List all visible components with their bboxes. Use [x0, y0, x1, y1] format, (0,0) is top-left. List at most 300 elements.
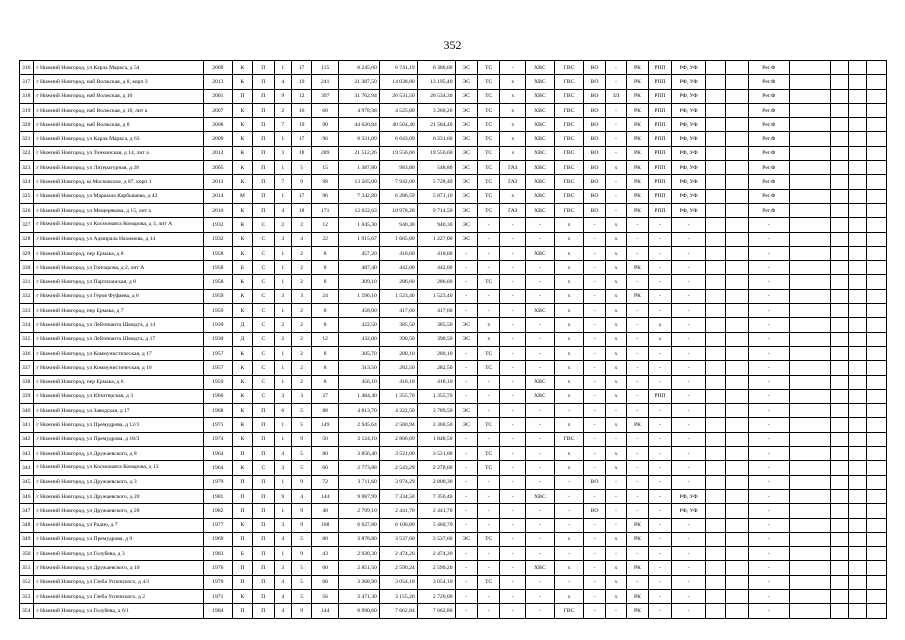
table-cell: 335	[20, 332, 34, 346]
table-cell: 6 106,80	[379, 518, 417, 532]
table-cell: 10 978,20	[379, 203, 417, 217]
table-cell: 330	[20, 261, 34, 275]
table-cell: г Нижний Новгород, ул Радио, д 7	[34, 518, 204, 532]
table-cell: ХВС	[526, 389, 555, 403]
table-cell: 8	[312, 361, 339, 375]
table-cell: 385,50	[379, 318, 417, 332]
table-cell: х	[605, 561, 626, 575]
table-cell: ГВС	[554, 75, 584, 89]
table-cell: -	[477, 561, 499, 575]
table-cell: -	[477, 547, 499, 561]
table-cell	[705, 75, 725, 89]
table-cell: -	[584, 304, 605, 318]
table-cell: -	[672, 361, 706, 375]
table-cell: 352	[20, 575, 34, 589]
table-cell: 9	[274, 89, 291, 103]
table-cell	[849, 261, 867, 275]
table-cell: г Нижний Новгород, наб Волжская, д 10, лит а	[34, 103, 204, 117]
table-cell	[849, 332, 867, 346]
table-cell: г Нижний Новгород, ул Партизанская, д 8	[34, 275, 204, 289]
table-cell: -	[584, 404, 605, 418]
table-cell	[726, 261, 748, 275]
table-cell: -	[672, 332, 706, 346]
table-cell: х	[554, 532, 584, 546]
table-cell: -	[554, 475, 584, 489]
table-cell: 1	[274, 275, 291, 289]
table-cell: -	[584, 261, 605, 275]
table-cell	[789, 489, 830, 503]
table-cell	[830, 261, 848, 275]
table-cell: 7 662,80	[417, 604, 455, 618]
table-cell: РК	[627, 75, 648, 89]
table-cell: -	[500, 61, 526, 75]
table-cell: -	[500, 461, 526, 475]
table-cell: 6 627,80	[338, 518, 379, 532]
table-cell: Д	[232, 318, 252, 332]
table-cell	[867, 418, 887, 432]
table-cell: 60	[312, 561, 339, 575]
table-cell: 171	[312, 203, 339, 217]
table-cell: 333	[20, 304, 34, 318]
table-cell: 9 087,99	[338, 489, 379, 503]
table-cell: 12	[312, 218, 339, 232]
table-cell	[867, 261, 887, 275]
table-cell: С	[253, 246, 274, 260]
table-cell	[726, 375, 748, 389]
table-cell: г Нижний Новгород, ул Премудрова, д 12/3	[34, 418, 204, 432]
table-cell: -	[500, 447, 526, 461]
table-cell: -	[526, 547, 555, 561]
table-cell	[726, 103, 748, 117]
table-cell: -	[748, 318, 789, 332]
table-cell	[867, 489, 887, 503]
table-cell: х	[500, 132, 526, 146]
table-cell: 2007	[204, 103, 233, 117]
table-cell: РК	[627, 561, 648, 575]
table-cell: -	[500, 532, 526, 546]
table-cell: 80	[312, 532, 339, 546]
table-cell: Рег.Ф	[748, 89, 789, 103]
table-cell	[849, 432, 867, 446]
table-cell: х	[554, 361, 584, 375]
table-cell: ТС	[477, 575, 499, 589]
table-cell: С	[253, 461, 274, 475]
table-cell: -	[526, 218, 555, 232]
table-cell	[849, 404, 867, 418]
table-cell	[789, 475, 830, 489]
table-cell: -	[584, 418, 605, 432]
table-cell	[849, 375, 867, 389]
table-cell: П	[253, 432, 274, 446]
table-cell: К	[232, 203, 252, 217]
table-cell	[705, 161, 725, 175]
table-cell: Д	[232, 332, 252, 346]
table-cell: -	[455, 461, 477, 475]
table-cell: 3	[291, 389, 311, 403]
table-cell: 4 525,80	[379, 103, 417, 117]
table-cell: х	[605, 332, 626, 346]
table-cell: -	[526, 418, 555, 432]
table-cell: х	[554, 332, 584, 346]
table-cell	[705, 103, 725, 117]
table-cell	[849, 75, 867, 89]
table-cell: РФ, УФ	[672, 132, 706, 146]
table-cell: 1957	[204, 346, 233, 360]
table-cell: Б	[232, 261, 252, 275]
table-cell: 19	[291, 118, 311, 132]
table-cell	[705, 261, 725, 275]
table-cell: -	[500, 261, 526, 275]
table-cell: -	[455, 289, 477, 303]
table-cell: -	[605, 432, 626, 446]
table-cell	[867, 246, 887, 260]
table-cell: х	[605, 375, 626, 389]
table-cell	[830, 389, 848, 403]
table-cell	[726, 532, 748, 546]
table-cell: -	[526, 475, 555, 489]
table-cell: 1932	[204, 232, 233, 246]
table-cell	[726, 489, 748, 503]
table-cell: К	[232, 146, 252, 160]
table-cell: П	[253, 189, 274, 203]
table-cell: -	[477, 246, 499, 260]
table-row	[20, 432, 887, 446]
table-row	[20, 561, 887, 575]
table-cell: С	[253, 361, 274, 375]
table-cell: С	[253, 332, 274, 346]
table-cell: 347	[20, 504, 34, 518]
table-cell: 432,00	[338, 332, 379, 346]
table-cell: -	[627, 489, 648, 503]
table-cell: 2 806,69	[379, 432, 417, 446]
table-cell	[849, 318, 867, 332]
table-cell: 1981	[204, 489, 233, 503]
table-cell: -	[672, 289, 706, 303]
table-cell: 3 537,60	[379, 532, 417, 546]
table-cell	[867, 161, 887, 175]
table-cell: -	[672, 218, 706, 232]
table-cell	[789, 547, 830, 561]
table-row	[20, 146, 887, 160]
table-cell: 3 155,20	[379, 589, 417, 603]
table-cell	[726, 304, 748, 318]
table-cell: 9	[291, 175, 311, 189]
table-cell: 339	[20, 389, 34, 403]
table-cell: 320	[20, 118, 34, 132]
table-cell: -	[627, 447, 648, 461]
table-cell: 9	[291, 518, 311, 532]
table-cell: ГАЗ	[500, 161, 526, 175]
table-cell: -	[584, 346, 605, 360]
table-cell	[867, 61, 887, 75]
table-cell: РФ, УФ	[672, 175, 706, 189]
table-cell: РК	[627, 103, 648, 117]
table-cell: -	[554, 575, 584, 589]
table-cell	[830, 89, 848, 103]
table-cell: 318	[20, 89, 34, 103]
table-cell: 43	[312, 547, 339, 561]
table-cell: -	[648, 532, 672, 546]
table-cell: 1977	[204, 518, 233, 532]
table-cell: г Нижний Новгород, ул Карла Маркса, д 54	[34, 61, 204, 75]
table-cell	[705, 304, 725, 318]
table-cell: -	[500, 418, 526, 432]
table-cell: РК	[627, 518, 648, 532]
table-cell: ТС	[477, 346, 499, 360]
table-cell: -	[500, 475, 526, 489]
table-cell: 2	[291, 375, 311, 389]
table-cell	[705, 504, 725, 518]
table-cell	[789, 89, 830, 103]
table-cell	[726, 175, 748, 189]
table-cell: 1959	[204, 289, 233, 303]
table-cell: 1	[274, 189, 291, 203]
table-cell: 286,60	[379, 275, 417, 289]
table-cell: -	[605, 132, 626, 146]
table-cell: 9	[291, 475, 311, 489]
table-cell: -	[748, 432, 789, 446]
table-cell	[726, 146, 748, 160]
table-cell: 40 564,40	[379, 118, 417, 132]
table-cell: 88	[312, 404, 339, 418]
table-cell: 289	[312, 146, 339, 160]
table-cell: г Нижний Новгород, ул Премудрова, д 18/3	[34, 432, 204, 446]
table-row	[20, 189, 887, 203]
table-cell: х	[554, 304, 584, 318]
table-cell: 19 556,60	[379, 146, 417, 160]
table-cell: -	[455, 389, 477, 403]
table-cell: 13 195,40	[417, 75, 455, 89]
table-cell	[726, 361, 748, 375]
table-row	[20, 318, 887, 332]
table-cell: С	[253, 346, 274, 360]
table-cell: 338	[20, 375, 34, 389]
table-cell: -	[672, 375, 706, 389]
table-cell: 1	[274, 375, 291, 389]
table-cell	[830, 189, 848, 203]
table-cell: х	[500, 89, 526, 103]
table-cell: -	[605, 203, 626, 217]
table-cell: -	[748, 561, 789, 575]
table-cell	[726, 504, 748, 518]
table-row	[20, 203, 887, 217]
table-cell: 2	[291, 304, 311, 318]
table-cell: П	[253, 103, 274, 117]
table-cell: 280,10	[417, 346, 455, 360]
table-cell: К	[232, 461, 252, 475]
table-cell: 2	[291, 346, 311, 360]
table-cell: ХВС	[526, 175, 555, 189]
table-cell	[830, 146, 848, 160]
table-cell	[726, 604, 748, 618]
table-cell: ГВС	[554, 89, 584, 103]
table-row	[20, 532, 887, 546]
table-cell: 3 537,60	[417, 532, 455, 546]
table-cell	[867, 432, 887, 446]
table-cell: -	[605, 547, 626, 561]
table-cell: -	[455, 375, 477, 389]
table-cell	[830, 203, 848, 217]
table-cell: Рег.Ф	[748, 161, 789, 175]
table-cell: -	[748, 589, 789, 603]
table-cell: С	[253, 318, 274, 332]
table-cell: 98	[312, 175, 339, 189]
table-cell: 458,00	[338, 304, 379, 318]
table-cell	[726, 189, 748, 203]
table-cell	[705, 346, 725, 360]
table-cell: 44 620,84	[338, 118, 379, 132]
table-cell: П	[253, 404, 274, 418]
table-cell: -	[526, 447, 555, 461]
table-row	[20, 547, 887, 561]
table-cell: -	[500, 561, 526, 575]
table-cell: 3 124,10	[338, 432, 379, 446]
table-cell: 5	[291, 532, 311, 546]
table-cell: РПП	[648, 75, 672, 89]
table-row	[20, 118, 887, 132]
table-cell	[705, 432, 725, 446]
table-cell: 7 356,40	[417, 489, 455, 503]
table-cell: 1 355,70	[379, 389, 417, 403]
table-cell: -	[500, 361, 526, 375]
table-cell: -	[748, 575, 789, 589]
table-cell: Рег.Ф	[748, 175, 789, 189]
table-cell: -	[500, 275, 526, 289]
table-cell	[849, 218, 867, 232]
table-cell	[789, 261, 830, 275]
table-cell: 1	[274, 132, 291, 146]
table-cell: -	[455, 304, 477, 318]
table-cell: х	[605, 589, 626, 603]
table-cell: -	[748, 418, 789, 432]
table-cell: г Нижний Новгород, ул Дружаевского, д 8	[34, 447, 204, 461]
table-cell: 115	[312, 61, 339, 75]
table-cell: 2 543,29	[379, 461, 417, 475]
table-cell: 340	[20, 404, 34, 418]
table-cell: х	[554, 561, 584, 575]
table-cell: -	[554, 547, 584, 561]
table-cell	[830, 346, 848, 360]
table-cell: П	[232, 489, 252, 503]
table-cell: -	[584, 461, 605, 475]
table-cell: К	[232, 518, 252, 532]
table-cell: П	[253, 146, 274, 160]
table-cell: х	[605, 304, 626, 318]
table-cell: -	[605, 489, 626, 503]
table-cell: РПП	[648, 175, 672, 189]
table-cell: 12 622,63	[338, 203, 379, 217]
table-cell: ЭС	[455, 189, 477, 203]
table-cell: ЭС	[455, 89, 477, 103]
table-cell	[830, 289, 848, 303]
table-cell	[867, 346, 887, 360]
table-cell: -	[605, 518, 626, 532]
table-cell: 7 342,80	[338, 189, 379, 203]
table-cell: ТС	[477, 361, 499, 375]
table-cell: П	[253, 532, 274, 546]
table-cell: -	[648, 575, 672, 589]
table-cell: -	[748, 532, 789, 546]
table-cell: -	[526, 318, 555, 332]
table-cell: 417,60	[379, 304, 417, 318]
table-cell: х	[605, 418, 626, 432]
table-cell: ГВС	[554, 132, 584, 146]
table-cell	[849, 289, 867, 303]
table-cell: 349	[20, 532, 34, 546]
table-cell: РПП	[648, 146, 672, 160]
table-cell	[789, 161, 830, 175]
table-row	[20, 289, 887, 303]
table-cell: 19	[291, 75, 311, 89]
table-row	[20, 404, 887, 418]
table-cell	[867, 604, 887, 618]
table-cell: -	[672, 475, 706, 489]
table-cell: -	[584, 375, 605, 389]
table-cell: -	[455, 261, 477, 275]
table-cell: 1	[274, 261, 291, 275]
table-cell: ЭС	[455, 132, 477, 146]
table-cell: -	[648, 246, 672, 260]
table-cell: 2	[274, 218, 291, 232]
table-cell	[849, 203, 867, 217]
table-cell	[830, 475, 848, 489]
table-cell: 2 474,20	[417, 547, 455, 561]
table-cell: П	[253, 175, 274, 189]
table-cell	[726, 461, 748, 475]
table-cell	[867, 561, 887, 575]
table-cell: 9	[291, 604, 311, 618]
table-cell: -	[584, 218, 605, 232]
table-cell	[867, 75, 887, 89]
table-cell: г Нижний Новгород, ш Московское, д 87, корп 1	[34, 175, 204, 189]
table-cell: х	[554, 275, 584, 289]
table-cell: -	[627, 275, 648, 289]
table-cell: 4 978,38	[338, 103, 379, 117]
table-cell: 1 045,30	[338, 218, 379, 232]
table-cell	[849, 232, 867, 246]
table-cell: -	[500, 375, 526, 389]
table-cell	[726, 346, 748, 360]
table-cell: 24	[312, 289, 339, 303]
table-cell: 17	[291, 61, 311, 75]
table-cell: -	[526, 518, 555, 532]
table-cell: ТС	[477, 203, 499, 217]
table-cell: ВО	[584, 118, 605, 132]
table-cell: 3 368,90	[338, 575, 379, 589]
table-cell	[726, 518, 748, 532]
table-cell: 4	[291, 232, 311, 246]
table-cell: 16	[291, 103, 311, 117]
table-cell: 343	[20, 447, 34, 461]
table-cell: -	[477, 589, 499, 603]
table-cell: -	[648, 475, 672, 489]
table-cell: 1	[274, 304, 291, 318]
table-cell: 1	[274, 418, 291, 432]
table-cell: К	[232, 589, 252, 603]
table-cell: -	[748, 404, 789, 418]
table-cell: ЭС	[455, 332, 477, 346]
table-cell: 3	[274, 146, 291, 160]
table-cell: г Нижний Новгород, ул Премудрова, д 9	[34, 532, 204, 546]
table-cell: ТС	[477, 175, 499, 189]
table-cell: 305,70	[338, 346, 379, 360]
table-cell: -	[748, 504, 789, 518]
table-cell: ЭС	[455, 232, 477, 246]
table-cell: 18	[291, 146, 311, 160]
table-cell: -	[477, 218, 499, 232]
table-cell: 2 799,10	[338, 504, 379, 518]
table-cell: ГАЗ	[500, 175, 526, 189]
